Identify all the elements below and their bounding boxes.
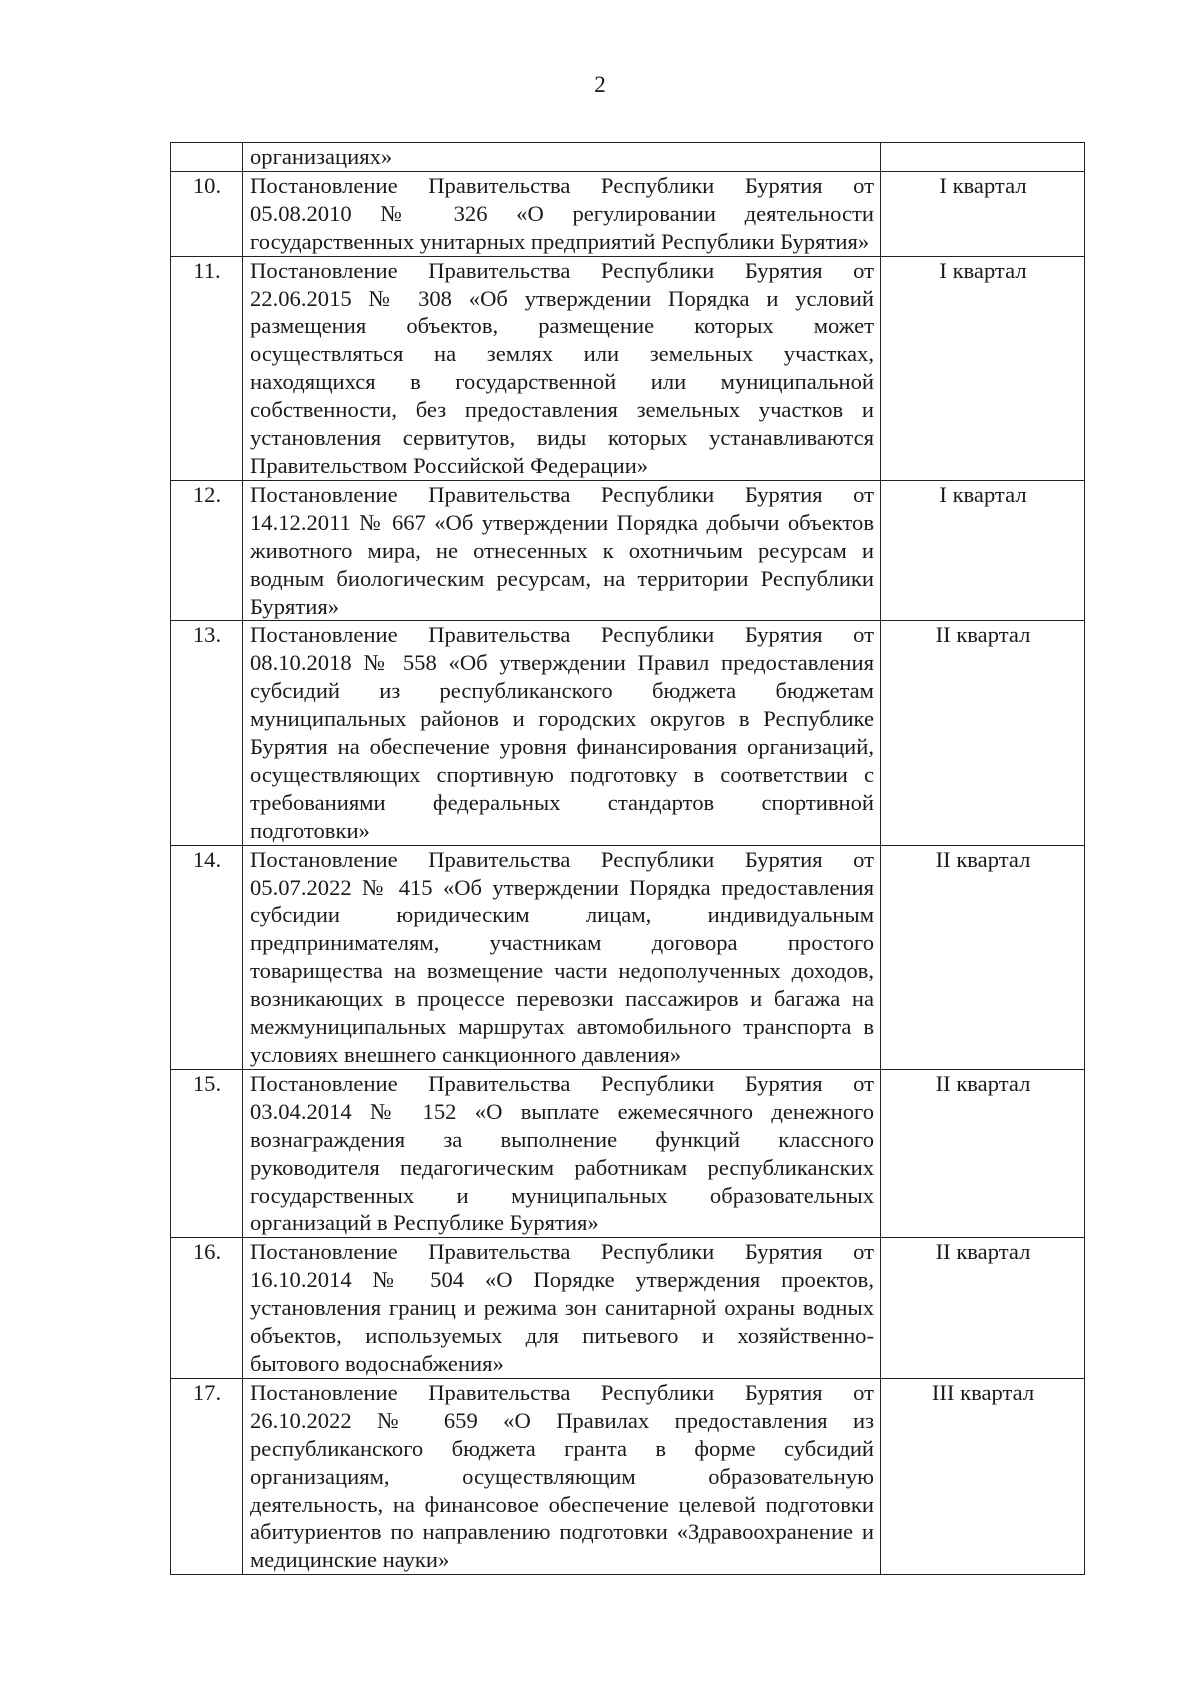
act-description: Постановление Правительства Республики Бурятия от 26.10.2022 № 659 «О Правилах предоставления из республиканского бюджета гранта в форме субсидий организациям, осуществляющим образовательную деятельность, на финансовое обеспечение целевой подготовки абитуриентов по направлению подготовки «Здравоохранение и медицинские науки» [243, 1378, 881, 1574]
table-row [171, 143, 1085, 172]
act-description: организациях» [243, 143, 881, 172]
period-cell: II квартал [881, 1069, 1085, 1237]
row-number: 16. [171, 1238, 243, 1379]
period-cell [881, 143, 1085, 172]
act-description: Постановление Правительства Республики Бурятия от 14.12.2011 № 667 «Об утверждении Порядка добычи объектов животного мира, не отнесенных к охотничьим ресурсам и водным биологическим ресурсам, на территории Республики Бурятия» [243, 480, 881, 621]
row-number [171, 143, 243, 172]
act-description: Постановление Правительства Республики Бурятия от 22.06.2015 № 308 «Об утверждении Порядка и условий размещения объектов, размещение которых может осуществляться на землях или земельных участках, находящихся в государственной или муниципальной собственности, без предоставления земельных участков и установления сервитутов, виды которых устанавливаются Правительством Российской Федерации» [243, 256, 881, 480]
table-row [171, 621, 1085, 845]
table-row [171, 1238, 1085, 1379]
row-number: 17. [171, 1378, 243, 1574]
page-number: 2 [594, 72, 606, 97]
acts-table [170, 142, 1085, 1575]
row-number: 15. [171, 1069, 243, 1237]
row-number: 10. [171, 171, 243, 256]
period-cell: I квартал [881, 256, 1085, 480]
row-number: 14. [171, 845, 243, 1069]
act-description: Постановление Правительства Республики Бурятия от 08.10.2018 № 558 «Об утверждении Правил предоставления субсидий из республиканского бюджета бюджетам муниципальных районов и городских округов в Республике Бурятия на обеспечение уровня финансирования организаций, осуществляющих спортивную подготовку в соответствии с требованиями федеральных стандартов спортивной подготовки» [243, 621, 881, 845]
period-cell: I квартал [881, 171, 1085, 256]
table-row [171, 1069, 1085, 1237]
period-cell: II квартал [881, 845, 1085, 1069]
period-cell: III квартал [881, 1378, 1085, 1574]
act-description: Постановление Правительства Республики Бурятия от 03.04.2014 № 152 «О выплате ежемесячного денежного вознаграждения за выполнение функций классного руководителя педагогическим работникам республиканских государственных и муниципальных образовательных организаций в Республике Бурятия» [243, 1069, 881, 1237]
row-number: 11. [171, 256, 243, 480]
period-cell: II квартал [881, 621, 1085, 845]
act-description: Постановление Правительства Республики Бурятия от 16.10.2014 № 504 «О Порядке утверждения проектов, установления границ и режима зон санитарной охраны водных объектов, используемых для питьевого и хозяйственно-бытового водоснабжения» [243, 1238, 881, 1379]
period-cell: II квартал [881, 1238, 1085, 1379]
table-row [171, 845, 1085, 1069]
table-row [171, 256, 1085, 480]
table-row [171, 171, 1085, 256]
act-description: Постановление Правительства Республики Бурятия от 05.08.2010 № 326 «О регулировании деятельности государственных унитарных предприятий Республики Бурятия» [243, 171, 881, 256]
period-cell: I квартал [881, 480, 1085, 621]
row-number: 12. [171, 480, 243, 621]
act-description: Постановление Правительства Республики Бурятия от 05.07.2022 № 415 «Об утверждении Порядка предоставления субсидии юридическим лицам, индивидуальным предпринимателям, участникам договора простого товарищества на возмещение части недополученных доходов, возникающих в процессе перевозки пассажиров и багажа на межмуниципальных маршрутах автомобильного транспорта в условиях внешнего санкционного давления» [243, 845, 881, 1069]
row-number: 13. [171, 621, 243, 845]
table-row [171, 1378, 1085, 1574]
table-row [171, 480, 1085, 621]
